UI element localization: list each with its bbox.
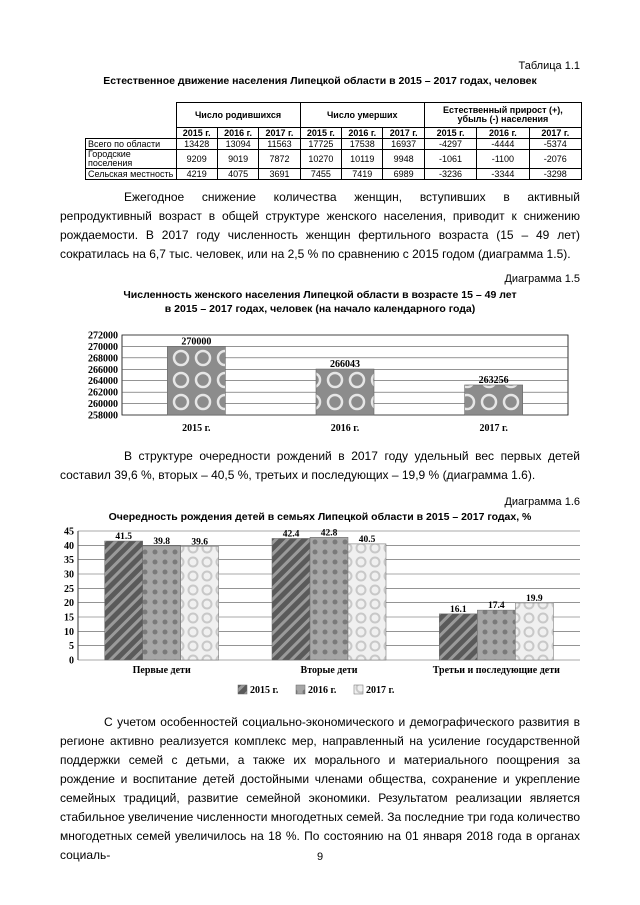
y-tick-label: 25 [64, 583, 74, 595]
x-tick-label: 2015 г. [182, 423, 211, 434]
row-label: Сельская местность [86, 169, 177, 180]
data-label: 270000 [181, 336, 212, 348]
y-tick-label: 40 [64, 540, 74, 552]
data-label: 42.8 [320, 528, 338, 539]
y-tick-label: 262000 [88, 387, 118, 399]
y-tick-label: 270000 [88, 341, 118, 353]
table-cell: -1061 [424, 150, 476, 169]
y-tick-label: 266000 [88, 364, 118, 376]
bar [316, 369, 374, 415]
table-cell: -2076 [529, 150, 581, 169]
table-row [86, 169, 582, 180]
bar [439, 614, 477, 660]
table-title: Естественное движение населения Липецкой области в 2015 – 2017 годах, человек [103, 75, 537, 87]
table-cell: 11563 [259, 139, 300, 150]
data-label: 42.4 [282, 529, 300, 540]
year-header: 2016 г. [477, 128, 529, 139]
bar [515, 603, 553, 660]
header-deaths: Число умерших [300, 103, 424, 128]
row-label: Всего по области [86, 139, 177, 150]
table-cell: 17725 [300, 139, 341, 150]
x-tick-label: 2016 г. [330, 423, 360, 434]
legend-label: 2016 г. [308, 685, 337, 696]
header-births: Число родившихся [176, 103, 300, 128]
bar [143, 546, 181, 660]
table-cell: 17538 [342, 139, 383, 150]
diagram-title: Очередность рождения детей в семьях Липецкой области в 2015 – 2017 годах, % [108, 511, 532, 523]
table-caption-number: Таблица 1.1 [518, 60, 580, 72]
bar [167, 346, 225, 415]
paragraph-family-support: С учетом особенностей социально-экономического и демографического развития в регионе активно реализуется комплекс мер, направленный на усиление государственной поддержки семей с детьми, а также их морального и материального поощрения за рождение и воспитание детей достойными членами общества, сохранение и укрепление семейных традиций, развитие семейной экономики. Результатом реализации является стабильное увеличение численности многодетных семей. За последние три года количество многодетных семей увеличилось на 18 %. По состоянию на 01 января 2018 года в органах социаль- [60, 715, 580, 862]
page-number: 9 [316, 851, 324, 863]
table-cell: 13094 [217, 139, 258, 150]
table-cell: 7455 [300, 169, 341, 180]
legend-swatch [238, 685, 247, 694]
bar [465, 385, 523, 415]
birth-order-bar-chart [60, 527, 585, 705]
bar [272, 538, 310, 660]
table-cell: -3344 [477, 169, 529, 180]
bar [105, 541, 143, 660]
data-label: 263256 [478, 374, 509, 386]
y-tick-label: 45 [64, 527, 74, 538]
year-header: 2016 г. [217, 128, 258, 139]
x-tick-label: Вторые дети [300, 665, 358, 676]
women-population-bar-chart [60, 325, 585, 440]
year-header: 2017 г. [383, 128, 424, 139]
y-tick-label: 15 [64, 612, 74, 624]
table-cell: 6989 [383, 169, 424, 180]
paragraph-birth-order: В структуре очередности рождений в 2017 году удельный вес первых детей составил 39,6 %, вторых – 40,5 %, третьих и последующих – 19,9 % (диаграмма 1.6). [60, 449, 580, 482]
data-label: 41.5 [115, 532, 132, 543]
data-label: 16.1 [450, 604, 467, 615]
bar [348, 544, 386, 660]
legend-swatch [296, 685, 305, 694]
diagram-title-line1: Численность женского населения Липецкой области в возрасте 15 – 49 лет [123, 289, 517, 301]
data-label: 39.8 [153, 536, 170, 547]
y-tick-label: 264000 [88, 376, 118, 388]
table-cell: -5374 [529, 139, 581, 150]
x-tick-label: Первые дети [132, 665, 191, 676]
table-cell: 16937 [383, 139, 424, 150]
table-cell: 13428 [176, 139, 217, 150]
table-cell: 9209 [176, 150, 217, 169]
table-cell: 10270 [300, 150, 341, 169]
year-header: 2015 г. [424, 128, 476, 139]
table-cell: 4075 [217, 169, 258, 180]
y-tick-label: 10 [64, 626, 74, 638]
data-label: 17.4 [488, 601, 505, 612]
bar [310, 537, 348, 660]
table-cell: 4219 [176, 169, 217, 180]
year-header: 2015 г. [176, 128, 217, 139]
table-cell: 3691 [259, 169, 300, 180]
row-label: Городские поселения [86, 150, 177, 169]
year-header: 2016 г. [342, 128, 383, 139]
data-label: 39.6 [191, 537, 208, 548]
table-cell: -1100 [477, 150, 529, 169]
year-header: 2017 г. [259, 128, 300, 139]
table-cell: -3236 [424, 169, 476, 180]
population-movement-table [85, 102, 582, 180]
table-cell: -4444 [477, 139, 529, 150]
y-tick-label: 268000 [88, 353, 118, 365]
paragraph-fertile-women: Ежегодное снижение количества женщин, вступивших в активный репродуктивный возраст в общей структуре женского населения, приводит к снижению рождаемости. В 2017 году численность женщин фертильного возраста (15 – 49 лет) сократилась на 6,7 тыс. человек, или на 2,5 % по сравнению с 2015 годом (диаграмма 1.5). [60, 190, 580, 261]
table-cell: 7419 [342, 169, 383, 180]
table-cell: 7872 [259, 150, 300, 169]
y-tick-label: 272000 [88, 330, 118, 342]
y-tick-label: 258000 [88, 410, 118, 422]
table-cell: 9019 [217, 150, 258, 169]
header-natural-increase: Естественный прирост (+), убыль (-) населения [424, 103, 581, 128]
table-cell: -3298 [529, 169, 581, 180]
year-header: 2015 г. [300, 128, 341, 139]
table-cell: 9948 [383, 150, 424, 169]
year-header: 2017 г. [529, 128, 581, 139]
data-label: 266043 [330, 359, 360, 371]
x-tick-label: 2017 г. [479, 423, 508, 434]
bar [181, 546, 219, 660]
table-cell: 10119 [342, 150, 383, 169]
diagram-title-line2: в 2015 – 2017 годах, человек (на начало календарного года) [164, 303, 476, 315]
diagram-caption-number: Диаграмма 1.6 [504, 496, 580, 508]
table-row [86, 139, 582, 150]
y-tick-label: 0 [69, 655, 74, 667]
y-tick-label: 260000 [88, 399, 118, 411]
data-label: 40.5 [358, 534, 376, 545]
table-corner [86, 103, 177, 139]
y-tick-label: 5 [69, 641, 74, 653]
legend-swatch [354, 685, 363, 694]
y-tick-label: 30 [64, 569, 74, 581]
table-row [86, 150, 582, 169]
table-cell: -4297 [424, 139, 476, 150]
data-label: 19.9 [526, 593, 543, 604]
bar [477, 610, 515, 660]
legend-label: 2017 г. [366, 685, 395, 696]
legend-label: 2015 г. [250, 685, 279, 696]
y-tick-label: 35 [64, 555, 74, 567]
y-tick-label: 20 [64, 598, 74, 610]
diagram-caption-number: Диаграмма 1.5 [504, 273, 580, 285]
x-tick-label: Третьи и последующие дети [432, 665, 560, 676]
